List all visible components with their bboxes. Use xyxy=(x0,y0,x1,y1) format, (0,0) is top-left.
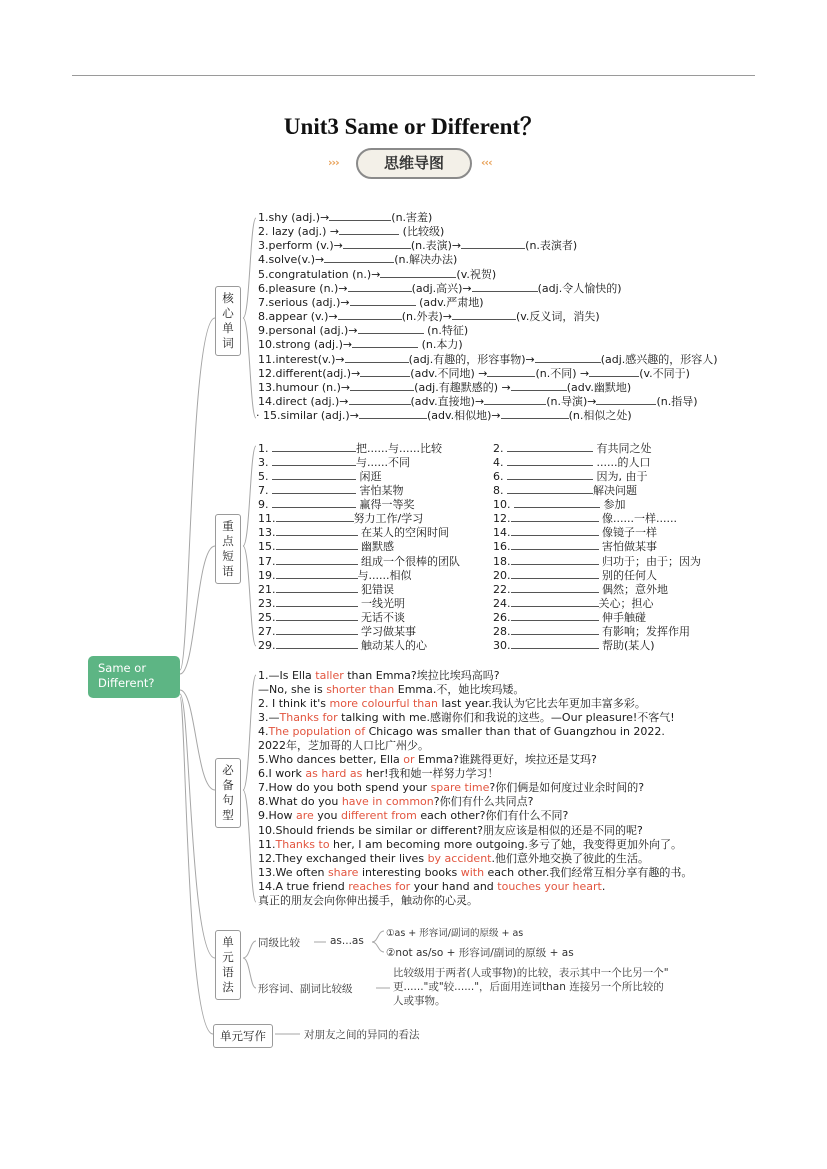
page-title: Unit3 Same or Different？ xyxy=(283,114,544,139)
phrase-item: 9. 赢得一等奖 xyxy=(258,498,415,511)
highlighted-phrase: taller xyxy=(315,669,344,682)
sentence-text: 13.We often xyxy=(258,866,328,879)
sentence-line xyxy=(258,880,605,894)
section-label-grammar: 单 元 语 法 xyxy=(215,930,241,1000)
vocab-item-9: 9.personal (adj.)→ (n.特征) xyxy=(258,324,469,337)
phrase-item: 27. 学习做某事 xyxy=(258,625,416,638)
vocab-item-6: 6.pleasure (n.)→ (adj.高兴)→ (adj.令人愉快的) xyxy=(258,282,622,295)
grammar-rule-1: ①as + 形容词/副词的原级 + as xyxy=(386,928,524,939)
phrase-item: 20. 别的任何人 xyxy=(493,569,657,582)
sentence-text: 3.— xyxy=(258,711,280,724)
phrase-item: 26. 伸手触碰 xyxy=(493,611,646,624)
phrase-item: 10. 参加 xyxy=(493,498,626,511)
sentence-text: Emma.不，她比埃玛矮。 xyxy=(394,683,525,696)
sentence-line xyxy=(258,767,499,781)
sentence-text: —No, she is xyxy=(258,683,327,696)
sentence-line xyxy=(258,781,644,795)
highlighted-phrase: different from xyxy=(341,809,417,822)
sentence-line xyxy=(258,697,646,711)
highlighted-phrase: are xyxy=(296,809,314,822)
highlighted-phrase: spare time xyxy=(430,781,490,794)
sentence-text: 2022年，芝加哥的人口比广州少。 xyxy=(258,739,429,752)
sentence-text: 1.—Is Ella xyxy=(258,669,316,682)
vocab-item-12: 12.different(adj.)→ (adv.不同地) → (n.不同) → (v.不同于) xyxy=(258,367,690,380)
phrase-item: 3. 与......不同 xyxy=(258,456,410,469)
sentence-line xyxy=(258,725,665,739)
grammar-topic-equal: 同级比较 xyxy=(258,937,300,949)
highlighted-phrase: reaches for xyxy=(348,880,411,893)
sentence-line xyxy=(258,852,649,866)
highlighted-phrase: have in common xyxy=(341,795,434,808)
sentence-line xyxy=(258,894,478,908)
banner-label: 思维导图 xyxy=(356,148,472,179)
section-label-vocab: 核 心 单 词 xyxy=(215,286,241,356)
highlighted-phrase: by accident xyxy=(427,852,492,865)
sentence-line xyxy=(258,809,568,823)
sentence-text: 10.Should friends be similar or different?朋友应该是相似的还是不同的呢? xyxy=(258,824,643,837)
phrase-item: 17. 组成一个很棒的团队 xyxy=(258,555,460,568)
highlighted-phrase: touches your heart xyxy=(497,880,602,893)
right-arrows-icon: ‹‹‹ xyxy=(481,156,492,169)
phrase-item: 12. 像......一样...... xyxy=(493,512,677,525)
highlighted-phrase: Thanks for xyxy=(279,711,338,724)
sentence-text: 6.I work xyxy=(258,767,306,780)
writing-topic: 对朋友之间的异同的看法 xyxy=(304,1029,420,1041)
sentence-text: .他们意外地交换了彼此的生活。 xyxy=(491,852,649,865)
vocab-item-8: 8.appear (v.)→ (n.外表)→ (v.反义词，消失) xyxy=(258,310,600,323)
grammar-rule-2: ②not as/so + 形容词/副词的原级 + as xyxy=(386,947,574,959)
phrase-item: 4. ......的人口 xyxy=(493,456,651,469)
phrase-item: 1. 把......与......比较 xyxy=(258,442,442,455)
sentence-line xyxy=(258,838,682,852)
root-line2: Different? xyxy=(98,676,155,690)
sentence-text: Emma?谁跳得更好，埃拉还是艾玛? xyxy=(414,753,597,766)
phrase-item: 8. 解决问题 xyxy=(493,484,637,497)
highlighted-phrase: as hard as xyxy=(305,767,363,780)
sentence-line xyxy=(258,866,692,880)
vocab-item-1: 1.shy (adj.)→ (n.害羞) xyxy=(258,211,433,224)
sentence-text: your hand and xyxy=(410,880,498,893)
sentence-text: 12.They exchanged their lives xyxy=(258,852,428,865)
sentence-line xyxy=(258,683,524,697)
phrase-item: 18. 归功于；由于；因为 xyxy=(493,555,701,568)
phrase-item: 7. 害怕某物 xyxy=(258,484,404,497)
sentence-text: ?你们有什么共同点? xyxy=(433,795,534,808)
vocab-item-2: 2. lazy (adj.) → (比较级) xyxy=(258,225,445,238)
phrase-item: 13. 在某人的空闲时间 xyxy=(258,526,449,539)
sentence-text: Chicago was smaller than that of Guangzhou in 2022. xyxy=(365,725,665,738)
vocab-item-13: 13.humour (n.)→ (adj.有趣默感的) → (adv.幽默地) xyxy=(258,381,632,394)
sentence-line xyxy=(258,795,533,809)
sentence-line xyxy=(258,669,500,683)
sentence-text: you xyxy=(313,809,342,822)
sentence-text: her!我和她一样努力学习！ xyxy=(362,767,499,780)
phrase-item: 30. 帮助(某人) xyxy=(493,639,655,652)
phrase-item: 2. 有共同之处 xyxy=(493,442,652,455)
sentence-line xyxy=(258,753,597,767)
sentence-text: talking with me.感谢你们和我说的这些。—Our pleasure!不客气! xyxy=(337,711,675,724)
sentence-text: 8.What do you xyxy=(258,795,342,808)
highlighted-phrase: The population of xyxy=(268,725,366,738)
section-label-phrases: 重 点 短 语 xyxy=(215,514,241,584)
sentence-text: . xyxy=(601,880,606,893)
sentence-text: ?你们俩是如何度过业余时间的? xyxy=(489,781,645,794)
phrase-item: 6. 因为, 由于 xyxy=(493,470,648,483)
section-label-writing: 单元写作 xyxy=(213,1024,273,1048)
phrase-item: 11. 努力工作/学习 xyxy=(258,512,424,525)
highlighted-phrase: more colourful than xyxy=(329,697,438,710)
root-node xyxy=(88,656,180,698)
root-line1: Same or xyxy=(98,661,147,675)
grammar-note: 比较级用于两者(人或事物)的比较，表示其中一个比另一个" 更......"或"较......"，后面用连词than 连接另一个所比较的 人或事物。 xyxy=(393,967,669,1007)
sentence-text: 2. I think it's xyxy=(258,697,330,710)
highlighted-phrase: Thanks to xyxy=(275,838,330,851)
phrase-item: 25. 无话不谈 xyxy=(258,611,405,624)
sentence-text: last year.我认为它比去年更加丰富多彩。 xyxy=(438,697,646,710)
sentence-text: each other.我们经常互相分享有趣的书。 xyxy=(484,866,693,879)
sentence-text: 9.How xyxy=(258,809,296,822)
phrase-item: 24. 关心；担心 xyxy=(493,597,654,610)
vocab-item-15: · 15.similar (adj.)→ (adv.相似地)→ (n.相似之处) xyxy=(256,409,632,422)
vocab-item-11: 11.interest(v.)→ (adj.有趣的，形容事物)→ (adj.感兴趣的，形容人) xyxy=(258,353,718,366)
sentence-text: 7.How do you both spend your xyxy=(258,781,431,794)
phrase-item: 21. 犯错误 xyxy=(258,583,394,596)
sentence-text: her, I am becoming more outgoing.多亏了她，我变得更加外向了。 xyxy=(329,838,682,851)
vocab-item-10: 10.strong (adj.)→ (n.本力) xyxy=(258,338,463,351)
sentence-text: 4. xyxy=(258,725,269,738)
sentence-text: 11. xyxy=(258,838,276,851)
sentence-line xyxy=(258,824,643,838)
sentence-text: 14.A true friend xyxy=(258,880,349,893)
phrase-item: 16. 害怕做某事 xyxy=(493,540,657,553)
highlighted-phrase: share xyxy=(327,866,359,879)
phrase-item: 28. 有影响；发挥作用 xyxy=(493,625,690,638)
grammar-topic-comparative: 形容词、副词比较级 xyxy=(258,983,353,995)
sentence-line xyxy=(258,739,429,753)
highlighted-phrase: with xyxy=(460,866,485,879)
sentence-text: 5.Who dances better, Ella xyxy=(258,753,404,766)
sentence-text: 真正的朋友会向你伸出援手，触动你的心灵。 xyxy=(258,894,478,907)
sentence-text: interesting books xyxy=(358,866,461,879)
left-arrows-icon: ››› xyxy=(328,156,339,169)
grammar-pattern: as...as xyxy=(330,935,364,947)
phrase-item: 19. 与......相似 xyxy=(258,569,412,582)
phrase-item: 22. 偶然；意外地 xyxy=(493,583,668,596)
vocab-item-5: 5.congratulation (n.)→ (v.祝贺) xyxy=(258,268,497,281)
sentence-text: each other?你们有什么不同? xyxy=(416,809,569,822)
sentence-text: than Emma?埃拉比埃玛高吗? xyxy=(343,669,500,682)
vocab-item-14: 14.direct (adj.)→ (adv.直接地)→ (n.导演)→ (n.指导) xyxy=(258,395,698,408)
phrase-item: 14. 像镜子一样 xyxy=(493,526,657,539)
phrase-item: 29. 触动某人的心 xyxy=(258,639,427,652)
section-label-sentences: 必 备 句 型 xyxy=(215,758,241,828)
vocab-item-7: 7.serious (adj.)→ (adv.严肃地) xyxy=(258,296,484,309)
vocab-item-3: 3.perform (v.)→ (n.表演)→ (n.表演者) xyxy=(258,239,578,252)
phrase-item: 23. 一线光明 xyxy=(258,597,405,610)
highlighted-phrase: or xyxy=(403,753,415,766)
phrase-item: 15. 幽默感 xyxy=(258,540,394,553)
highlighted-phrase: shorter than xyxy=(326,683,395,696)
sentence-line xyxy=(258,711,675,725)
phrase-item: 5. 闲逛 xyxy=(258,470,382,483)
vocab-item-4: 4.solve(v.)→ (n.解决办法) xyxy=(258,253,458,266)
